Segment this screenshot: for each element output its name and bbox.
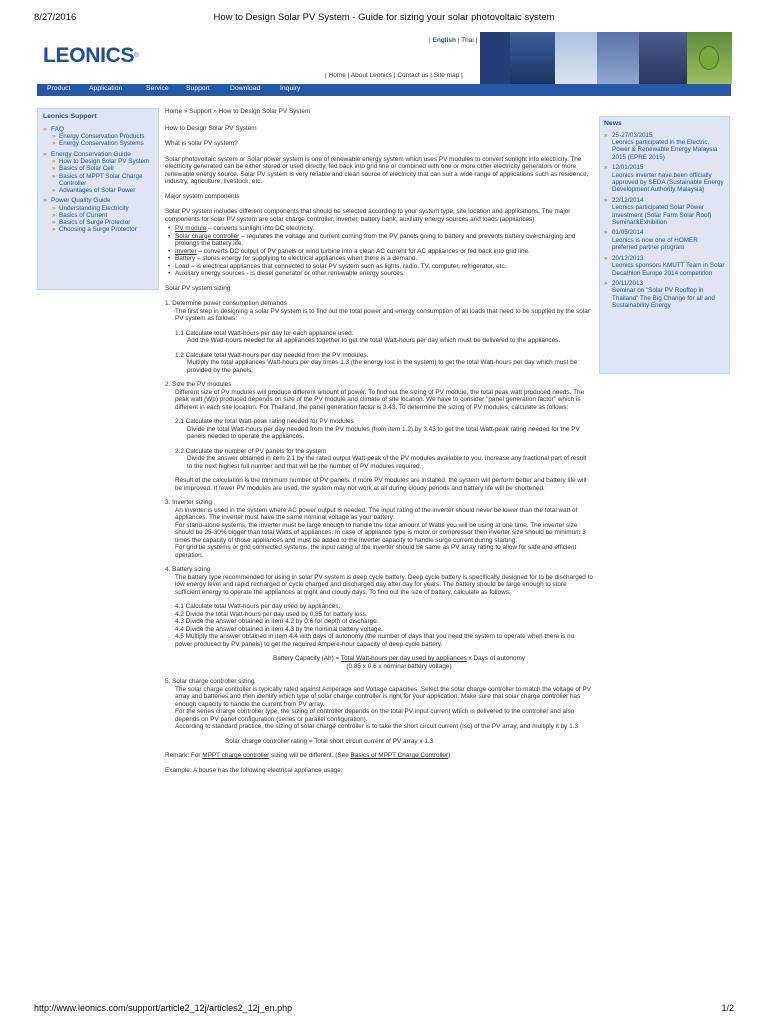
sidebar-item-ec-systems[interactable]: » Energy Conservation Systems bbox=[43, 140, 153, 147]
step-note: Result of the calculation is the minimum number of PV panels. If more PV modules are installed, the system will perform better and battery life will be improved. If fewer PV modules are used, the system may not work at all during cloudy periods and battery life will be shortened. bbox=[175, 477, 587, 492]
banner-sky-image bbox=[597, 32, 639, 84]
news-item[interactable]: » 01/05/2014 Leonics is now one of HOMER preferred partner program bbox=[604, 229, 725, 251]
news-panel bbox=[599, 116, 730, 374]
step-text: The battery type recommended for using in solar PV system is deep cycle battery. Deep cycle battery is specifically designed for to be discharged to low energy level and rapid recharged or cycle charged and discharged day after day for years. The battery should be large enough to store sufficient energy to operate the appliances at night and cloudy days. To find out the size of battery, calculate as follows: bbox=[175, 573, 593, 596]
site-header bbox=[37, 32, 731, 84]
major-text: Solar PV system includes different components that should be selected according to your system type, site location and applications. The major components for solar PV system are solar charge controller, inverter, battery bank, auxiliary energy sources and loads (appliances). bbox=[165, 208, 571, 223]
battery-step: 4.4 Divide the answer obtained in item 4.3 by the nominal battery voltage. bbox=[175, 625, 383, 633]
step-text: Different size of PV modules will produce different amount of power. To find out the sizing of PV module, the total peak watt produced needs. The peak watt (Wp) produced depends on size of the PV module and climate of site location. We have to consider "panel generation factor" which is different in each site location. For Thailand, the panel generation factor is 3.43. To determine the sizing of PV modules, calculate as follows: bbox=[175, 388, 585, 411]
list-item: • Auxiliary energy sources - is diesel generator or other renewable energy sources. bbox=[165, 270, 593, 278]
mppt-basics-link[interactable]: Basics of MPPT Charge Controller bbox=[350, 752, 449, 759]
substep-title: 2.1 Calculate the total Watt-peak rating needed for PV modules bbox=[175, 418, 354, 425]
nav-inquiry[interactable]: Inquiry bbox=[280, 85, 301, 92]
what-text: Solar photovoltaic system or Solar power system is one of renewable energy system which uses PV modules to convert sunlight into electricity. The electricity generated can be either stored or used directly, fed back into grid line or combined with one or more other electricity generators or more renewable energy source. Solar PV system is very reliable and clean source of electricity that can suit a wide range of applications such as residence, industry, agriculture, livestock, etc. bbox=[165, 155, 589, 185]
sidebar-item-ec-products[interactable]: » Energy Conservation Products bbox=[43, 133, 153, 140]
list-item: • Load – is electrical appliances that connected to solar PV system such as lights, radio, TV, computer, refrigerator, etc. bbox=[165, 263, 593, 271]
lang-english[interactable]: English bbox=[432, 37, 456, 44]
what-heading: What is solar PV system? bbox=[165, 140, 238, 147]
banner-lightning-image bbox=[639, 32, 687, 84]
remark: Remark: For MPPT charge controller sizing will be different. (See Basics of MPPT Charge Controller) bbox=[165, 752, 451, 759]
news-item[interactable]: » 12/01/2015 Leonics inverter have been officially approved by SEDA (Sustainable Energy Development Authority Malaysia) bbox=[604, 164, 725, 194]
list-item: • PV module – converts sunlight into DC electricity. bbox=[165, 225, 593, 233]
toplink-home[interactable]: Home bbox=[328, 72, 346, 79]
step-title: 1. Determine power consumption demands bbox=[165, 300, 287, 307]
substep-text: Divide the total Watt-hours per day needed from the PV modules (from item 1.2) by 3.43 to get the total Watt-peak rating needed for the PV panels needed to operate the appliances. bbox=[187, 425, 580, 440]
leonics-logo[interactable]: LEONICS® bbox=[43, 44, 139, 67]
substep-title: 1.1 Calculate total Watt-hours per day for each appliance used. bbox=[175, 329, 354, 337]
sidebar-title: Leonics Support bbox=[43, 113, 97, 120]
step-text: The first step in designing a solar PV system is to find out the total power and energy consumption of all loads that need to be supplied by the solar PV system as follows: bbox=[175, 307, 590, 322]
nav-application[interactable]: Application bbox=[89, 85, 123, 92]
news-item[interactable]: » 25-27/03/2015 Leonics participated in the Electric, Power & Renewable Energy Malaysia 2015 (EPRE 2015) bbox=[604, 132, 725, 162]
news-item[interactable]: » 22/12/2014 Leonics participated Solar Power Investment (Solar Farm Solar Roof) Seminar&Exhibition bbox=[604, 197, 725, 227]
step-title: 5. Solar charge controller sizing bbox=[165, 678, 255, 685]
site bbox=[37, 32, 731, 1024]
sidebar-item-choosing-surge[interactable]: » Choosing a Surge Protector bbox=[43, 226, 153, 233]
step-text: The solar charge controller is typically rated against Amperage and Voltage capacities. Select the solar charge controller to match the voltage of PV array and batteries and then identify which type of solar charge controller is right for your application. Make sure that solar charge controller has enough capacity to handle the current from PV array. bbox=[175, 685, 591, 708]
toplink-sitemap[interactable]: Site map bbox=[433, 72, 460, 79]
step-text: According to standard practice, the sizing of solar charge controller is to take the short circuit current (Isc) of the PV array, and multiply it by 1.3 bbox=[175, 723, 579, 730]
substep-title: 1.2 Calculate total Watt-hours per day needed from the PV modules. bbox=[175, 351, 369, 359]
step-text: For stand-alone systems, the inverter must be large enough to handle the total amount of Watts you will be using at one time. The inverter size should be 25-30% bigger than total Watts of appliances. In case of appliance type is motor or compressor then inverter size should be minimum 3 times the capacity of those appliances and must be added to the inverter capacity to handle surge current during starting. bbox=[175, 521, 586, 544]
list-item: • Inverter – converts DC output of PV panels or wind turbine into a clean AC current for AC appliances or fed back into grid line. bbox=[165, 248, 593, 256]
battery-step: 4.5 Multiply the answer obtained in item 4.4 with days of autonomy (the number of days that you need the system to operate when there is no power produced by PV panels) to get the required Ampere-hour capacity of deep-cycle battery. bbox=[175, 633, 575, 648]
sidebar-item-electricity[interactable]: » Understanding Electricity bbox=[43, 205, 153, 212]
component-list bbox=[165, 225, 593, 278]
sidebar-item-solar-cell[interactable]: » Basics of Solar Cell bbox=[43, 165, 153, 172]
mppt-link[interactable]: MPPT charge controller bbox=[202, 752, 270, 759]
nav-support[interactable]: Support bbox=[186, 85, 210, 92]
print-title: How to Design Solar PV System - Guide for sizing your solar photovoltaic system bbox=[213, 12, 555, 23]
toplink-about[interactable]: About Leonics bbox=[350, 72, 392, 79]
major-heading: Major system components bbox=[165, 192, 240, 200]
support-sidebar bbox=[37, 108, 159, 290]
toplink-contact[interactable]: Contact us bbox=[397, 72, 429, 79]
sidebar-group-ec-guide[interactable]: » Energy Conservation Guide bbox=[43, 151, 153, 159]
component-link[interactable]: Solar charge controller bbox=[175, 232, 240, 240]
battery-formula: Battery Capacity (Ah) = Total Watt-hours per day used by appliances x Days of autonomy (0.85 x 0.6 x nominal battery voltage) bbox=[272, 655, 526, 670]
sidebar-item-surge[interactable]: » Basics of Surge Protector bbox=[43, 219, 153, 226]
article bbox=[165, 108, 593, 781]
page-title: How to Design Solar PV System bbox=[165, 124, 257, 132]
battery-step: 4.1 Calculate total Watt-hours per day used by appliances. bbox=[175, 603, 341, 610]
banner-solar-image bbox=[510, 32, 555, 84]
nav-service[interactable]: Service bbox=[146, 85, 169, 92]
battery-step: 4.3 Divide the answer obtained in item 4.2 by 0.6 for depth of discharge. bbox=[175, 618, 379, 625]
lang-thai[interactable]: Thai bbox=[461, 37, 474, 44]
language-switch: | English | Thai | bbox=[429, 37, 478, 44]
controller-formula: Solar charge controller rating = Total short circuit current of PV array x 1.3 bbox=[225, 737, 434, 745]
substep-title: 2.2 Calculate the number of PV panels for the system bbox=[175, 447, 327, 455]
example: Example: A house has the following electrical appliance usage: bbox=[165, 766, 343, 774]
news-title: News bbox=[604, 120, 622, 127]
substep-text: Add the Watt-hours needed for all appliances together to get the total Watt-hours per day which must be delivered to the appliances. bbox=[187, 337, 561, 344]
banner-panel-image bbox=[480, 32, 510, 84]
content-columns bbox=[37, 96, 731, 1024]
sidebar-item-current[interactable]: » Basics of Current bbox=[43, 212, 153, 219]
nav-product[interactable]: Product bbox=[47, 85, 71, 92]
print-url: http://www.leonics.com/support/article2_12j/articles2_12j_en.php bbox=[34, 1003, 293, 1013]
list-item: • Solar charge controller – regulates the voltage and current coming from the PV panels going to battery and prevents battery overcharging and prolongs the battery life. bbox=[165, 233, 593, 248]
main-nav bbox=[37, 84, 731, 96]
step-title: 2. Size the PV modules bbox=[165, 381, 232, 388]
battery-step: 4.2 Divide the total Watt-hours per day used by 0.85 for battery loss. bbox=[175, 610, 368, 618]
breadcrumb[interactable]: Home » Support » How to Design Solar PV System bbox=[165, 108, 311, 115]
step-title: 3. Inverter sizing bbox=[165, 499, 212, 506]
sidebar-group-faq[interactable]: » FAQ bbox=[43, 126, 153, 134]
sidebar-item-mppt[interactable]: » Basics of MPPT Solar Charge Controller bbox=[43, 173, 153, 187]
sizing-heading: Solar PV system sizing bbox=[165, 284, 231, 292]
banner-leaf-image bbox=[687, 32, 732, 84]
step-text: An inverter is used in the system where AC power output is needed. The input rating of the inverter should never be lower than the total watt of appliances. The inverter must have the same nominal voltage as your battery. bbox=[175, 506, 578, 521]
banner-wind-turbine-image bbox=[555, 32, 597, 84]
component-link[interactable]: Inverter bbox=[175, 247, 197, 255]
step-text: For the series charge controller type, the sizing of controller depends on the total PV input current which is delivered to the controller and also depends on PV panel configuration (series or parallel configuration). bbox=[175, 708, 575, 723]
print-header bbox=[34, 14, 734, 26]
component-link[interactable]: PV module bbox=[175, 225, 207, 232]
sidebar-item-design-pv[interactable]: » How to Design Solar PV System bbox=[43, 158, 153, 165]
page-number: 1/2 bbox=[721, 1003, 734, 1013]
sidebar-item-advantages[interactable]: » Advantages of Solar Power bbox=[43, 187, 153, 194]
substep-text: Multiply the total appliances Watt-hours per day times 1.3 (the energy lost in the system) to get the total Watt-hours per day which must be provided by the panels. bbox=[187, 359, 578, 374]
list-item: • Battery – stores energy for supplying to electrical appliances when there is a demand. bbox=[165, 255, 593, 263]
print-footer bbox=[34, 1004, 734, 1016]
step-title: 4. Battery sizing bbox=[165, 566, 211, 573]
news-item[interactable]: » 20/12/2013 Leonics sponsors KMUTT Team in Solar Decathlon Europe 2014 competition bbox=[604, 255, 725, 277]
nav-download[interactable]: Download bbox=[230, 85, 261, 92]
header-banner-image bbox=[480, 32, 732, 84]
sidebar-group-pq-guide[interactable]: » Power Quality Guide bbox=[43, 197, 153, 205]
print-date: 8/27/2016 bbox=[34, 12, 77, 23]
substep-text: Divide the answer obtained in item 2.1 by the rated output Watt-peak of the PV modules available to you. Increase any fractional part of result to the next highest full number and that will be the number of PV modules required. bbox=[187, 455, 587, 470]
top-links: | Home | About Leonics | Contact us | Site map | bbox=[325, 72, 463, 79]
step-text: For grid tie systems or grid connected systems, the input rating of the inverter should be same as PV array rating to allow for safe and efficient operation. bbox=[175, 544, 577, 559]
news-item[interactable]: » 20/11/2013 Seminar on "Solar PV Rooftop in Thailand" The Big Change for all and Sustainability Energy bbox=[604, 280, 725, 310]
